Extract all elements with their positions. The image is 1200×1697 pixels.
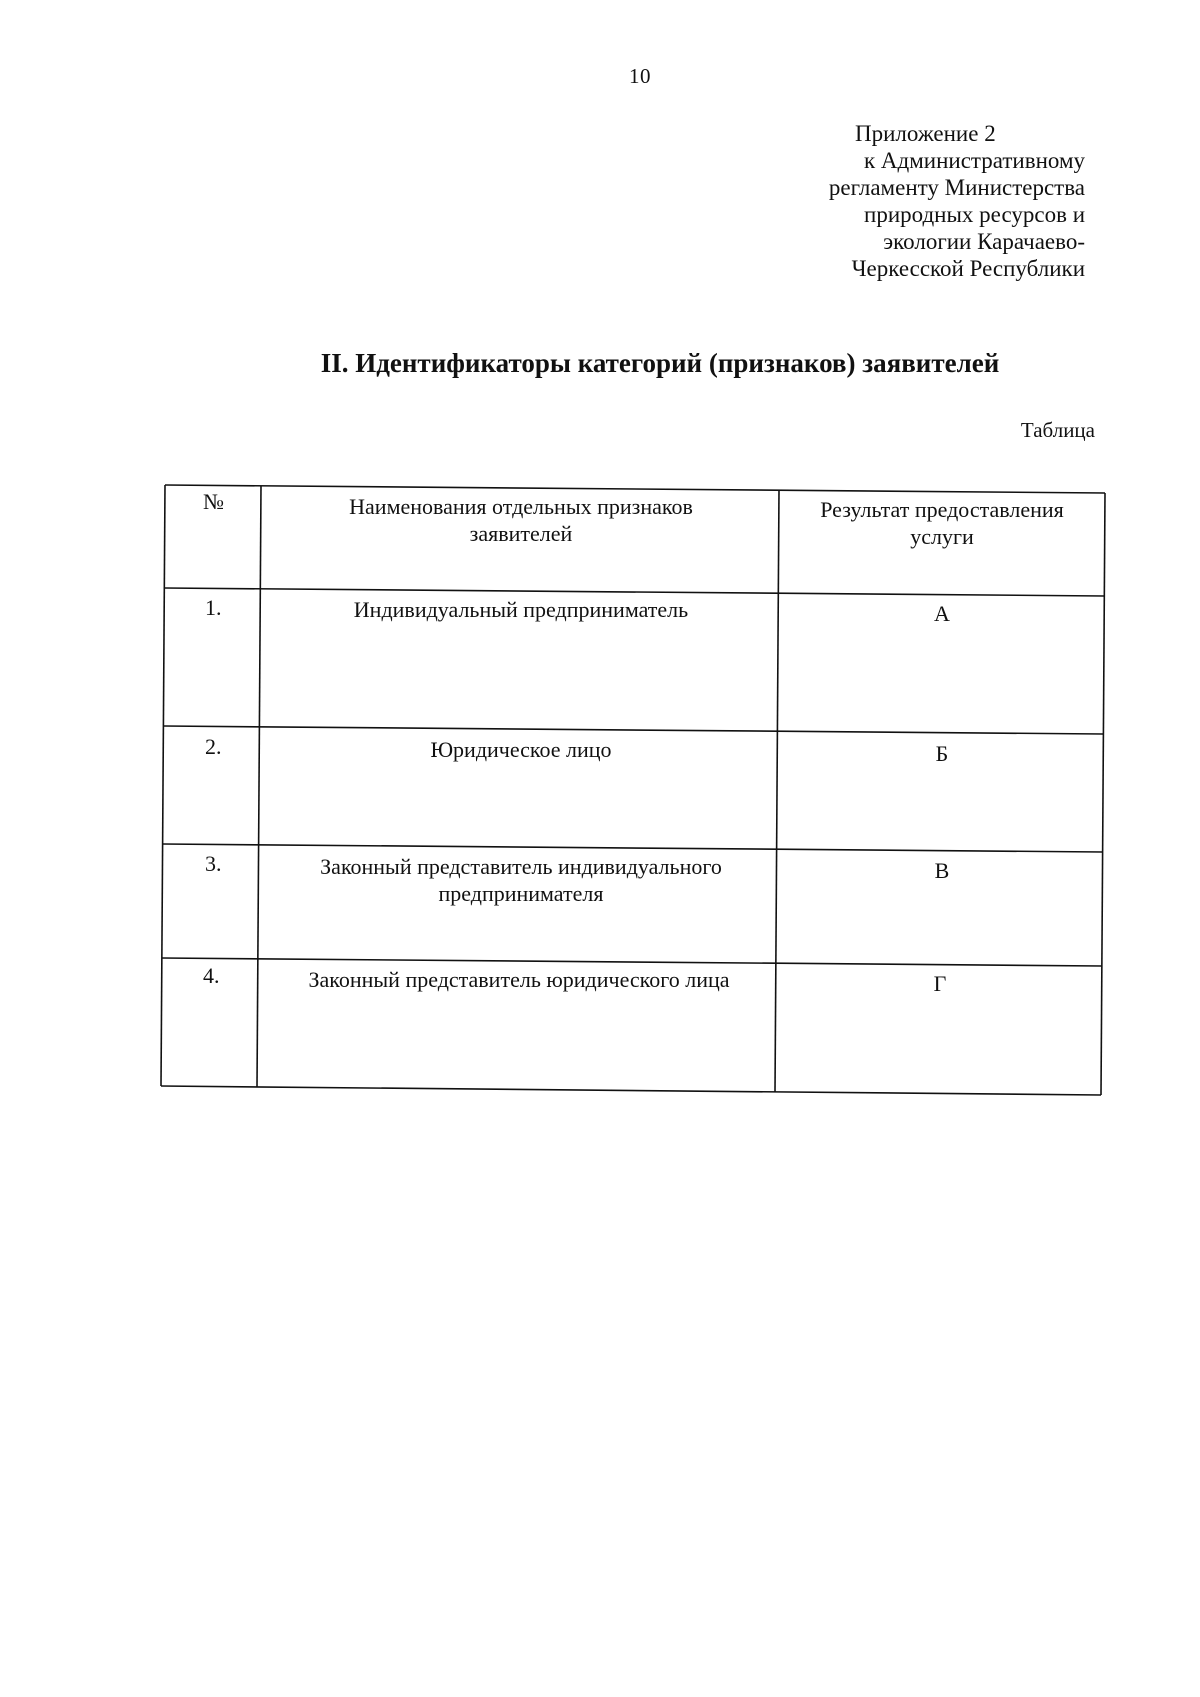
section-title: II. Идентификаторы категорий (признаков) заявителей: [320, 348, 1000, 378]
row-divider: [165, 588, 1104, 596]
table-border-top: [165, 485, 1105, 493]
row-result: Г: [933, 971, 947, 996]
row-result: В: [934, 858, 950, 883]
table-border-right: [1101, 493, 1105, 1095]
appendix-line: природных ресурсов и: [864, 202, 1085, 227]
column-divider: [257, 486, 261, 1087]
appendix-line: экологии Карачаево-: [883, 229, 1085, 254]
row-divider: [162, 958, 1102, 966]
row-name-line: предпринимателя: [438, 881, 604, 906]
row-result: А: [934, 601, 950, 626]
appendix-line: Приложение 2: [855, 121, 996, 146]
table-caption: Таблица: [1020, 418, 1095, 442]
header-result-line: услуги: [910, 524, 974, 549]
row-name: Индивидуальный предприниматель: [353, 597, 689, 622]
row-number: 3.: [205, 851, 222, 876]
header-result: [782, 496, 1102, 550]
row-name: [265, 853, 777, 907]
table-border-left: [161, 485, 165, 1086]
appendix-line: к Административному: [863, 148, 1085, 173]
row-name: Юридическое лицо: [430, 737, 612, 762]
header-number: №: [203, 489, 224, 514]
row-result: Б: [935, 741, 949, 766]
row-name: Законный представитель юридического лица: [308, 967, 730, 992]
column-divider: [775, 490, 779, 1092]
row-number: 2.: [205, 734, 222, 759]
row-divider: [164, 726, 1103, 734]
header-result-line: Результат предоставления: [820, 497, 1064, 522]
header-name-line: заявителей: [469, 521, 573, 546]
header-name-line: Наименования отдельных признаков: [349, 494, 693, 519]
row-name-line: Законный представитель индивидуального: [320, 854, 722, 879]
row-divider: [163, 844, 1103, 852]
row-number: 1.: [205, 595, 222, 620]
header-name: [265, 493, 777, 547]
table-border-bottom: [161, 1086, 1101, 1095]
appendix-line: регламенту Министерства: [828, 175, 1085, 200]
row-number: 4.: [203, 963, 220, 988]
appendix-line: Черкесской Республики: [851, 256, 1085, 281]
page-number: 10: [629, 64, 651, 88]
